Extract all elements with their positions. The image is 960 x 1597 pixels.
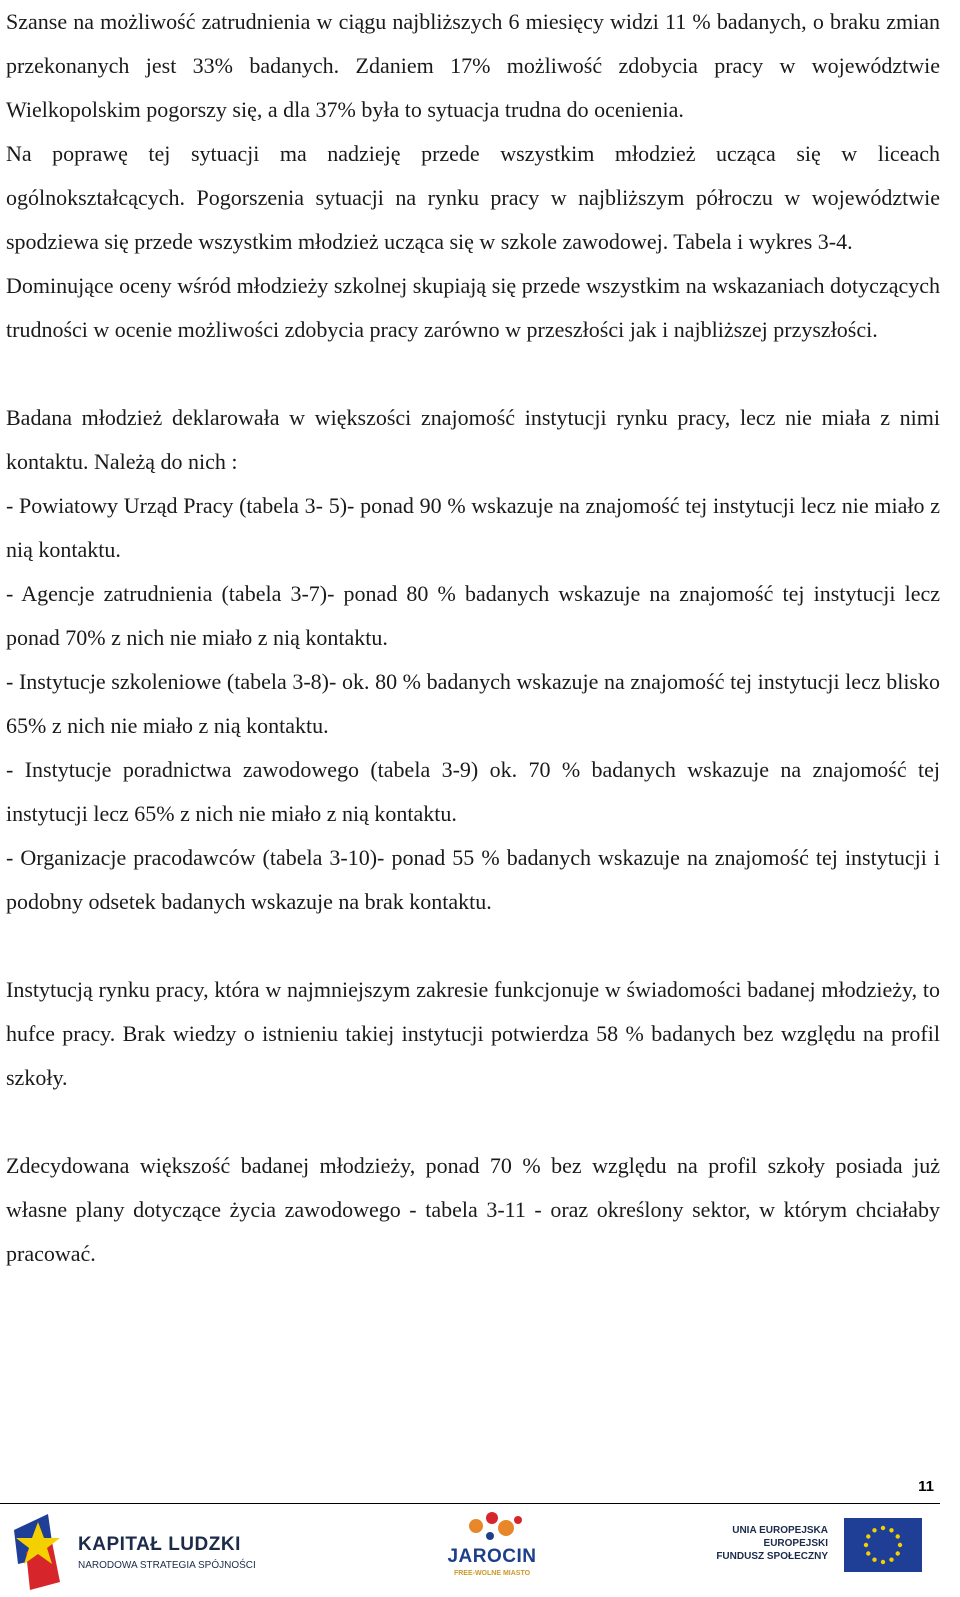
- paragraph-improvement-hopes: Na poprawę tej sytuacji ma nadzieję przede wszystkim młodzież ucząca się w liceach ogólnokształcących. Pogorszenia sytuacji na rynku pracy w najbliższym półroczu w województwie spodziewa się przede wszystkim młodzież ucząca się w szkole zawodowej. Tabela i wykres 3-4.: [6, 141, 940, 254]
- eu-logo: [710, 1512, 940, 1592]
- paragraph-labour-institutions: Badana młodzież deklarowała w większości znajomość instytucji rynku pracy, lecz nie miała z nimi kontaktu. Należą do nich :: [6, 405, 940, 474]
- paragraph-gap: [6, 924, 940, 968]
- paragraph-work-brigades: Instytucją rynku pracy, która w najmniejszym zakresie funkcjonuje w świadomości badanej młodzieży, to hufce pracy. Brak wiedzy o istnieniu takiej instytucji potwierdza 58 % badanych bez względu na profil szkoły.: [6, 977, 940, 1090]
- eu-star: [898, 1543, 902, 1547]
- footer-divider: [0, 1503, 940, 1504]
- eu-flag-icon: [844, 1518, 922, 1572]
- eu-star: [896, 1551, 900, 1555]
- paragraph-gap: [6, 352, 940, 396]
- kapital-ludzki-title: KAPITAŁ LUDZKI: [78, 1534, 241, 1555]
- paragraph-career-plans: Zdecydowana większość badanej młodzieży, ponad 70 % bez względu na profil szkoły posiada już własne plany dotyczące życia zawodowego - tabela 3-11 - oraz określony sektor, w którym chciałaby pracować.: [6, 1153, 940, 1266]
- eu-star: [872, 1558, 876, 1562]
- page-number: 11: [918, 1478, 934, 1495]
- eu-star: [881, 1560, 885, 1564]
- eu-line-3: FUNDUSZ SPOŁECZNY: [716, 1551, 828, 1562]
- eu-star: [866, 1551, 870, 1555]
- eu-star: [872, 1528, 876, 1532]
- jarocin-logo: [432, 1508, 572, 1597]
- eu-logo-text: [716, 1524, 828, 1563]
- list-item-training-institutions: - Instytucje szkoleniowe (tabela 3-8)- ok. 80 % badanych wskazuje na znajomość tej instytucji lecz blisko 65% z nich nie miało z nią kontaktu.: [6, 669, 940, 738]
- kapital-ludzki-subtitle: NARODOWA STRATEGIA SPÓJNOŚCI: [78, 1560, 256, 1571]
- kapital-ludzki-logo: [8, 1512, 268, 1592]
- footer-logos: [0, 1508, 960, 1597]
- paragraph-gap: [6, 1100, 940, 1144]
- jarocin-title: JAROCIN: [447, 1546, 537, 1567]
- eu-star: [866, 1534, 870, 1538]
- paragraph-dominant-assessments: Dominujące oceny wśród młodzieży szkolnej skupiają się przede wszystkim na wskazaniach dotyczących trudności w ocenie możliwości zdobycia pracy zarówno w przeszłości jak i najbliższej przyszłości.: [6, 273, 940, 342]
- eu-star: [889, 1528, 893, 1532]
- eu-star: [889, 1558, 893, 1562]
- list-item-employment-agencies: - Agencje zatrudnienia (tabela 3-7)- ponad 80 % badanych wskazuje na znajomość tej instytucji lecz ponad 70% z nich nie miało z nią kontaktu.: [6, 581, 940, 650]
- eu-line-2: EUROPEJSKI: [763, 1538, 828, 1549]
- list-item-employer-organizations: - Organizacje pracodawców (tabela 3-10)- ponad 55 % badanych wskazuje na znajomość tej instytucji i podobny odsetek badanych wskazuje na brak kontaktu.: [6, 845, 940, 914]
- eu-star: [896, 1534, 900, 1538]
- kapital-ludzki-emblem-icon: [8, 1512, 68, 1592]
- list-item-career-guidance: - Instytucje poradnictwa zawodowego (tabela 3-9) ok. 70 % badanych wskazuje na znajomość tej instytucji lecz 65% z nich nie miało z nią kontaktu.: [6, 757, 940, 826]
- eu-line-1: UNIA EUROPEJSKA: [732, 1525, 828, 1536]
- paragraph-employment-outlook: Szanse na możliwość zatrudnienia w ciągu najbliższych 6 miesięcy widzi 11 % badanych, o braku zmian przekonanych jest 33% badanych. Zdaniem 17% możliwość zdobycia pracy w województwie Wielkopolskim pogorszy się, a dla 37% była to sytuacja trudna do ocenienia.: [6, 9, 940, 122]
- document-body: [6, 0, 940, 1276]
- eu-star: [881, 1526, 885, 1530]
- list-item-pup: - Powiatowy Urząd Pracy (tabela 3- 5)- ponad 90 % wskazuje na znajomość tej instytucji lecz nie miało z nią kontaktu.: [6, 493, 940, 562]
- jarocin-emblem-icon: [432, 1508, 552, 1548]
- jarocin-subtitle: FREE-WOLNE MIASTO: [453, 1570, 531, 1577]
- eu-star: [864, 1543, 868, 1547]
